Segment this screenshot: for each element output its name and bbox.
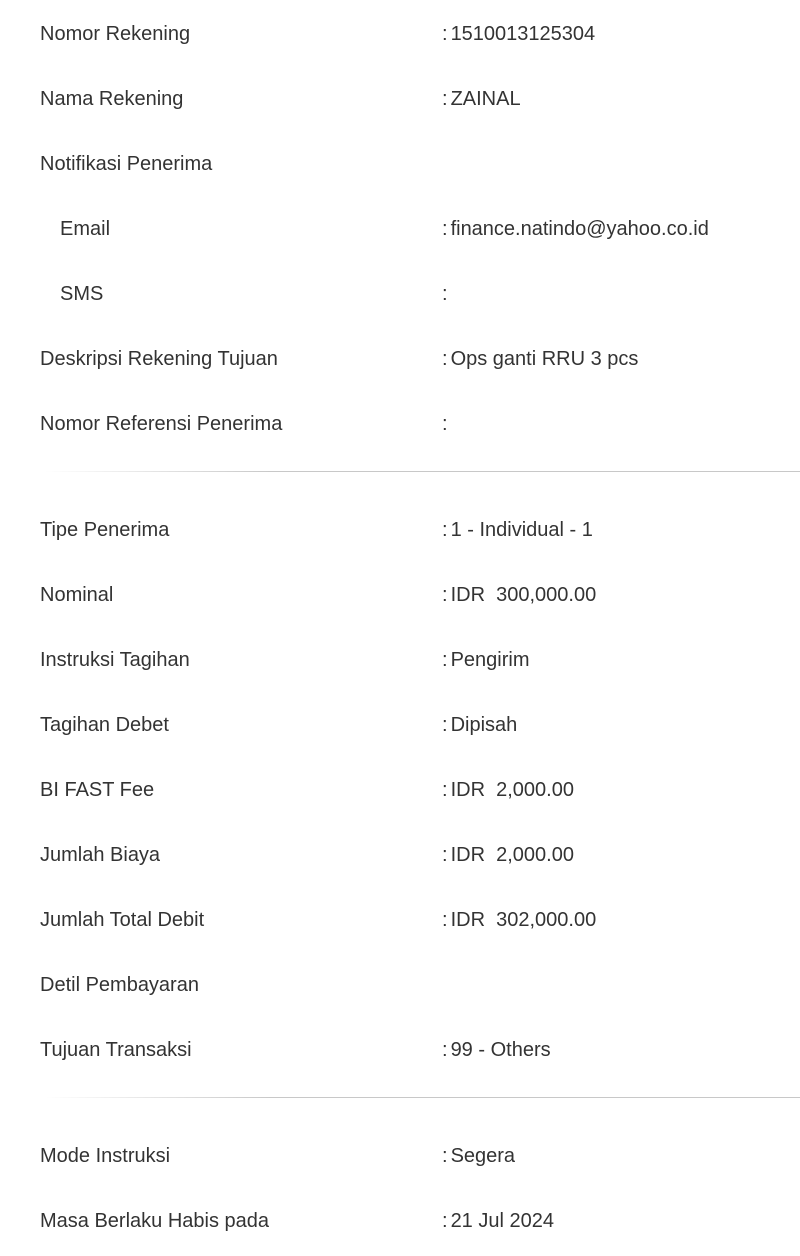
colon: : [442, 714, 448, 736]
section-divider [45, 471, 800, 472]
value-nomor-referensi-penerima [442, 392, 451, 457]
row-bi-fast-fee [0, 758, 800, 823]
label-nama-rekening: Nama Rekening [40, 88, 184, 110]
label-bi-fast-fee: BI FAST Fee [40, 779, 155, 801]
row-nominal [0, 563, 800, 628]
label-nomor-referensi-penerima: Nomor Referensi Penerima [40, 413, 283, 435]
colon: : [442, 779, 448, 801]
row-mode-instruksi [0, 1124, 800, 1189]
row-nama-rekening [0, 67, 800, 132]
row-jumlah-biaya [0, 823, 800, 888]
row-notifikasi-penerima [0, 132, 800, 197]
colon: : [442, 1210, 448, 1232]
label-instruksi-tagihan: Instruksi Tagihan [40, 649, 190, 671]
value-text: finance.natindo@yahoo.co.id [450, 218, 709, 240]
colon: : [442, 283, 448, 305]
label-email: Email [60, 218, 111, 240]
colon: : [442, 909, 448, 931]
value-jumlah-total-debit [442, 888, 596, 953]
value-jumlah-biaya [442, 823, 574, 888]
colon: : [442, 23, 448, 45]
value-text: Dipisah [450, 714, 518, 736]
value-tujuan-transaksi [442, 1018, 551, 1083]
colon: : [442, 88, 448, 110]
label-jumlah-biaya: Jumlah Biaya [40, 844, 161, 866]
value-nomor-rekening [442, 2, 595, 67]
transfer-details-section [0, 498, 800, 1083]
colon: : [442, 1145, 448, 1167]
row-nomor-referensi-penerima [0, 392, 800, 457]
row-email [0, 197, 800, 262]
label-nomor-rekening: Nomor Rekening [40, 23, 191, 45]
colon: : [442, 649, 448, 671]
value-text: 1 - Individual - 1 [450, 519, 593, 541]
label-mode-instruksi: Mode Instruksi [40, 1145, 171, 1167]
value-text: Pengirim [450, 649, 530, 671]
colon: : [442, 413, 448, 435]
row-tagihan-debet [0, 693, 800, 758]
label-jumlah-total-debit: Jumlah Total Debit [40, 909, 205, 931]
row-masa-berlaku-habis [0, 1189, 800, 1254]
value-text: 1510013125304 [450, 23, 596, 45]
row-nomor-rekening [0, 2, 800, 67]
colon: : [442, 844, 448, 866]
value-instruksi-tagihan [442, 628, 529, 693]
recipient-account-section [0, 2, 800, 457]
colon: : [442, 584, 448, 606]
value-email [442, 197, 709, 262]
value-text: IDR 300,000.00 [450, 584, 597, 606]
value-text: Segera [450, 1145, 516, 1167]
label-deskripsi-rekening-tujuan: Deskripsi Rekening Tujuan [40, 348, 278, 370]
row-deskripsi-rekening-tujuan [0, 327, 800, 392]
label-notifikasi-penerima: Notifikasi Penerima [40, 153, 213, 175]
value-nominal [442, 563, 596, 628]
label-nominal: Nominal [40, 584, 114, 606]
value-masa-berlaku-habis [442, 1189, 554, 1254]
value-text: IDR 302,000.00 [450, 909, 597, 931]
colon: : [442, 218, 448, 240]
row-tipe-penerima [0, 498, 800, 563]
value-text: IDR 2,000.00 [450, 844, 574, 866]
value-tagihan-debet [442, 693, 517, 758]
value-text: ZAINAL [450, 88, 521, 110]
value-text: 99 - Others [450, 1039, 551, 1061]
value-bi-fast-fee [442, 758, 574, 823]
value-text: IDR 2,000.00 [450, 779, 574, 801]
label-detil-pembayaran: Detil Pembayaran [40, 974, 199, 996]
value-sms [442, 262, 451, 327]
label-tujuan-transaksi: Tujuan Transaksi [40, 1039, 192, 1061]
row-tujuan-transaksi [0, 1018, 800, 1083]
section-divider [45, 1097, 800, 1098]
instruction-section [0, 1124, 800, 1254]
value-text: Ops ganti RRU 3 pcs [450, 348, 639, 370]
value-mode-instruksi [442, 1124, 515, 1189]
label-tagihan-debet: Tagihan Debet [40, 714, 169, 736]
value-text: 21 Jul 2024 [450, 1210, 554, 1232]
value-deskripsi-rekening-tujuan [442, 327, 638, 392]
label-tipe-penerima: Tipe Penerima [40, 519, 170, 541]
colon: : [442, 1039, 448, 1061]
colon: : [442, 348, 448, 370]
value-tipe-penerima [442, 498, 593, 563]
row-jumlah-total-debit [0, 888, 800, 953]
colon: : [442, 519, 448, 541]
row-sms [0, 262, 800, 327]
label-sms: SMS [60, 283, 104, 305]
row-detil-pembayaran [0, 953, 800, 1018]
row-instruksi-tagihan [0, 628, 800, 693]
label-masa-berlaku-habis: Masa Berlaku Habis pada [40, 1210, 270, 1232]
value-nama-rekening [442, 67, 521, 132]
